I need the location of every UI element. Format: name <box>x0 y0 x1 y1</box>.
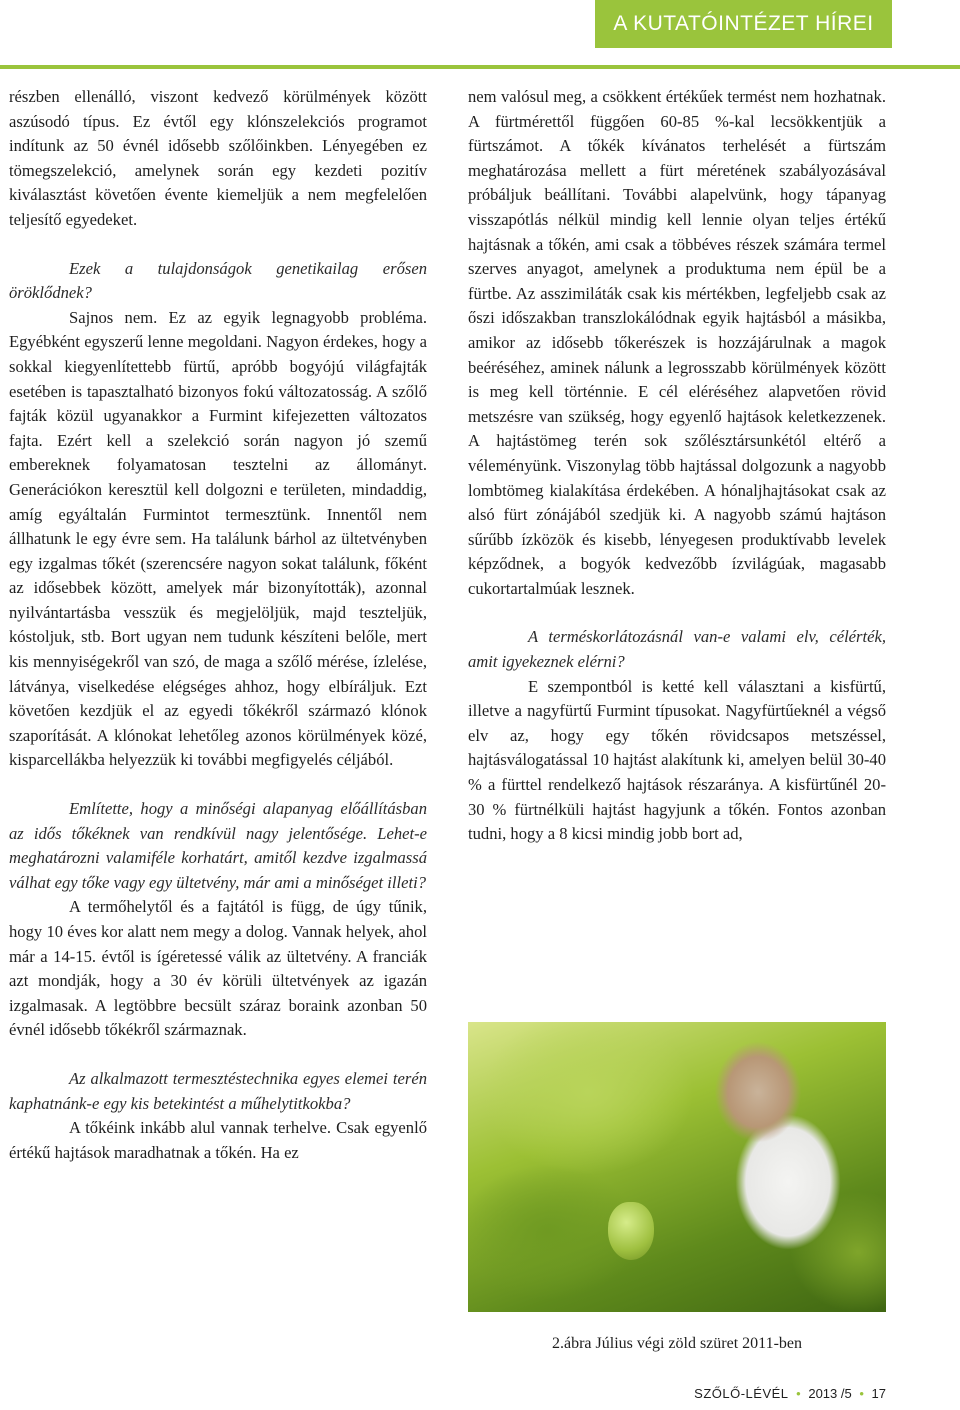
interview-question: Az alkalmazott termesztéstechnika egyes elemei terén kaphatnánk-e egy kis betekintést a műhelytitkokba? <box>9 1068 427 1113</box>
left-column <box>9 85 427 1165</box>
footer-separator: • <box>796 1386 801 1401</box>
magazine-name: SZŐLŐ-LÉVÉL <box>694 1386 789 1401</box>
interview-question: Említette, hogy a minőségi alapanyag előállításban az idős tőkéknek van rendkívül nagy jelentősége. Lehet-e meghatározni valamiféle korhatárt, amitől kezdve izgalmassá válhat egy tőke vagy egy ültetvény, már ami a minőséget illeti? <box>9 799 427 892</box>
interview-answer: E szempontból is ketté kell választani a kisfürtű, illetve a nagyfürtű Furmint típusokat. Nagyfürtűeknél a végső elv az, hogy egy tőkén rövidcsapos metszéssel, hajtásválogatással 10 hajtást alakítunk ki, amelyen belül 30-40 % a fürttel rendelkező hajtások részaránya. A kisfürtűnél 20-30 % fürtnélküli hajtást hagyjunk a tőkén. Fontos azonban tudni, hogy a 8 kicsi mindig jobb bort ad, <box>468 676 886 844</box>
issue-number: 2013 /5 <box>808 1386 852 1401</box>
interview-question: Ezek a tulajdonságok genetikailag erősen öröklődnek? <box>9 258 427 303</box>
page-footer <box>660 1386 886 1401</box>
figure-caption: 2.ábra Július végi zöld szüret 2011-ben <box>551 1335 802 1352</box>
interview-answer: Sajnos nem. Ez az egyik legnagyobb probléma. Egyébként egyszerű lenne megoldani. Nagyon érdekes, hogy a sokkal kiegyenlítettebb fürtű, apróbb bogyójú világfajták esetében is tapasztalható bizonyos fokú változatosság. A szőlő fajták közül ugyanakkor a Furmint kifejezetten változatos fajta. Ezért kell a szelekció során nagyon jó szemű embereknek folyamatosan tesztelni az állományt. Generációkon keresztül kell dolgozni e területen, mindaddig, amíg egyáltalán Furmintot termesztünk. Innentől nem állhatunk le egy évre sem. Ha találunk bárhol az ültetvényben egy izgalmas tőkét (szerencsére nagyon sokat találunk, főként az idősebbek között, amelyek már bizonyították), azonnal nyilvántartásba vesszük és megjelöljük, majd teszteljük, kóstoljuk, stb. Bort ugyan nem tudunk készíteni belőle, mert kis mennyiségekről van szó, de maga a szőlő mérése, ízlelése, látványa, viselkedése elégséges ahhoz, hogy elbíráljuk. Ezt követően kezdjük el az egyedi tőkékről származó klónok szaporítását. A klónokat lehetőleg azonos körülmények közé, kisparcellákba helyezzük ki további megfigyelés céljából. <box>9 307 427 770</box>
paragraph: részben ellenálló, viszont kedvező körülmények között aszúsodó típus. Ez évtől egy klónszelekciós programot indítunk az 50 évnél idősebb szőlőinkben. Lényegében ez tömegszelekció, amelynek során egy kezdeti pozitív kiválasztást követően évente kiemeljük a nem megfelelően teljesítő egyedeket. <box>9 87 427 229</box>
section-title: A KUTATÓINTÉZET HÍREI <box>613 12 874 35</box>
grape-cluster <box>608 1202 654 1260</box>
interview-answer: A termőhelytől és a fajtától is függ, de úgy tűnik, hogy 10 éves kor alatt nem megy a dolog. Vannak helyek, ahol már a 14-15. évtől is ígéretessé válik az ültetvény. A franciák azt mondják, hogy a 30 év körüli ültetvények az igazán izgalmasak. A legtöbbre becsült száraz boraink azonban 50 évnél idősebb tőkékről származnak. <box>9 897 427 1040</box>
header-divider <box>0 65 960 69</box>
footer-separator: • <box>859 1386 864 1401</box>
right-column <box>468 85 886 847</box>
vineyard-photo <box>468 1022 886 1312</box>
section-header <box>595 0 892 48</box>
paragraph: nem valósul meg, a csökkent értékűek termést nem hozhatnak. A fürtmérettől függően 60-85 %-kal lecsökkentjük a fürtszámot. A tőkék kívánatos terhelését a fürtszám meghatározása mellett a fürt méretének szabályozásával próbáljuk beállítani. További alapelvünk, hogy tápanyag visszapótlás nélkül mindig kell lennie olyan teljes értékű hajtásnak a tőkén, ami csak a többéves részek számára termel szerves anyagot, amelynek a produktuma nem épül be a fürtbe. Az asszimiláták csak kis mértékben, legfeljebb csak az őszi időszakban transzlokálódnak egyik hajtásból a másikba, amikor az idősebb tőkerészek is hozzájárulnak a magok beéréséhez, aminek nálunk a legrosszabb körülmények között is meg kell történnie. E cél eléréséhez alapvetően rövid metszésre van szükség, hogy egyenlő hajtások keletkezzenek. A hajtástömeg terén sok szőlésztársunkétól eltérő a véleményünk. Viszonylag több hajtással dolgozunk a nagyobb lombtömeg kialakítása érdekében. A hónaljhajtásokat csak az alsó fürt zónájából szedjük ki. A nagyobb számú hajtáson sűrűbb ízközök és kisebb, lényegesen produktívabb levelek képződnek, a bogyók kedvezőbb ízvilágúak, magasabb cukortartalmúak lesznek. <box>468 87 886 598</box>
interview-answer: A tőkéink inkább alul vannak terhelve. Csak egyenlő értékű hajtások maradhatnak a tőkén. Ha ez <box>9 1118 427 1162</box>
interview-question: A terméskorlátozásnál van-e valami elv, célérték, amit igyekeznek elérni? <box>468 627 886 672</box>
page-number: 17 <box>871 1386 886 1401</box>
